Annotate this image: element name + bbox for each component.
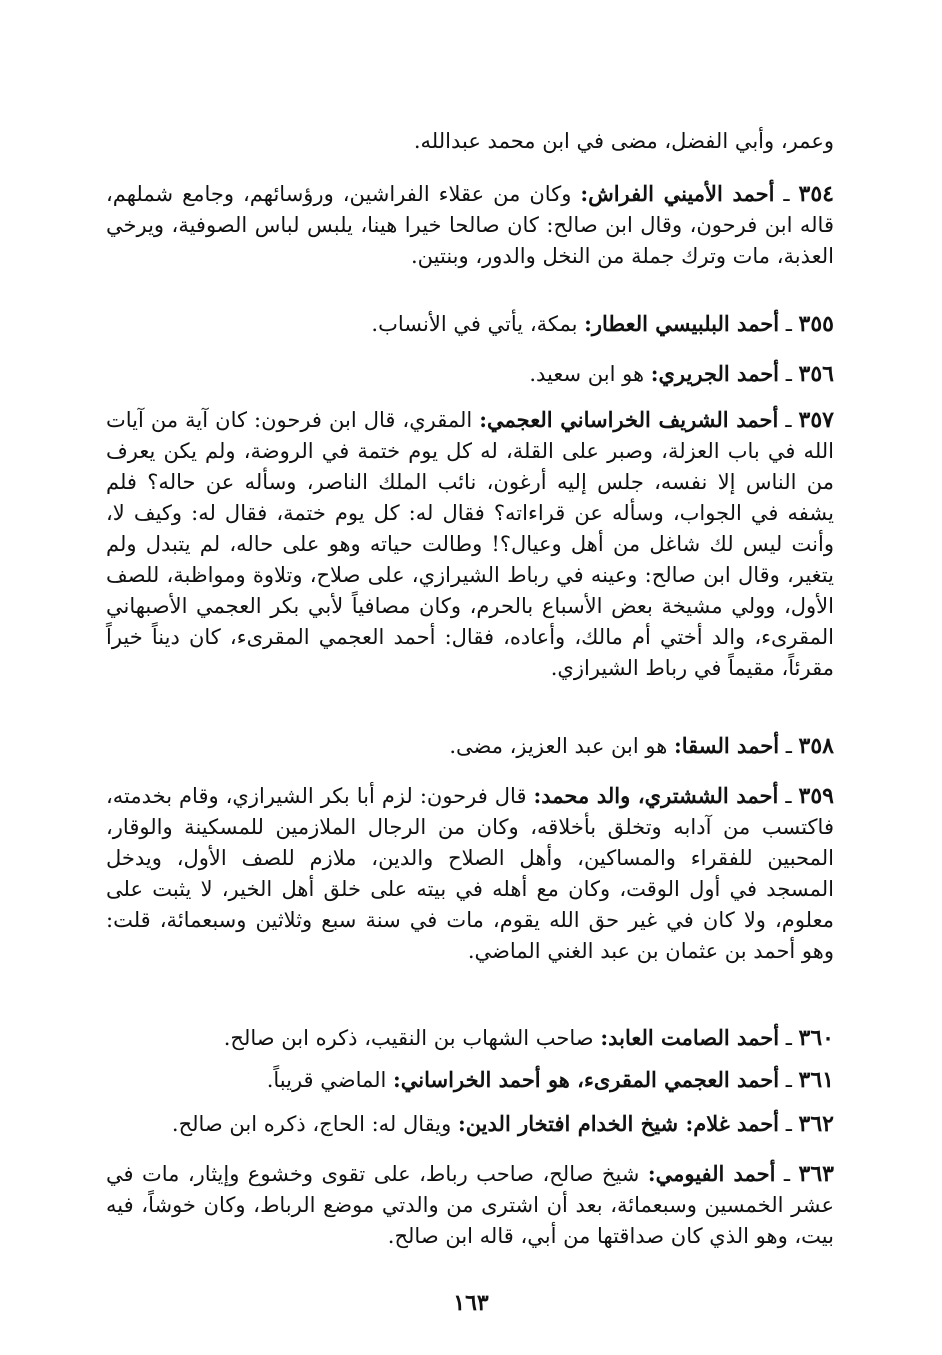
entry-number: ٣٦١ <box>798 1067 834 1093</box>
continuation-paragraph: وعمر، وأبي الفضل، مضى في ابن محمد عبدالله. <box>413 129 834 153</box>
entry-text: صاحب الشهاب بن النقيب، ذكره ابن صالح. <box>223 1026 601 1050</box>
entry-number: ٣٥٧ <box>798 407 834 433</box>
entry-name: أحمد العجمي المقرىء، هو أحمد الخراساني: <box>393 1067 780 1092</box>
entry-362 <box>106 1108 834 1140</box>
entry-number: ٣٥٥ <box>798 311 834 337</box>
entry-361 <box>106 1064 834 1096</box>
entry-dash: ـ <box>779 1112 799 1136</box>
entry-number: ٣٥٦ <box>798 361 834 387</box>
entry-text: المقري، قال ابن فرحون: كان آية من آيات الله في باب العزلة، وصبر على القلة، له كل يوم ختمة في الروضة، ولم يكن يعرف من الناس إلا نفسه، جلس إليه أرغون، نائب الملك الناصر، وسأله عن حاله؟ فلم يشفه في الجواب، وسأله عن قراءاته؟ فقال له: كل يوم ختمة، فقال له: وكيف لا، وأنت ليس لك شاغل من أهل وعيال؟! وطالت حياته وهو على حاله، لم يتبدل ولم يتغير، وقال ابن صالح: وعينه في رباط الشيرازي، على صلاح، وتلاوة ومواظبة، للصف الأول، وولي مشيخة بعض الأسباع بالحرم، وكان مصافياً لأبي بكر العجمي الأصبهاني المقرىء، والد أختي أم مالك، وأعاده، فقال: أحمد العجمي المقرىء، كان ديناً خيراً مقرئاً، مقيماً في رباط الشيرازي. <box>106 408 834 680</box>
entry-name: أحمد الشريف الخراساني العجمي: <box>479 407 779 432</box>
entry-name: أحمد الأميني الفراش: <box>580 181 775 206</box>
entry-363 <box>106 1158 834 1252</box>
entry-name: أحمد الفيومي: <box>647 1161 776 1186</box>
entry-dash: ـ <box>778 784 799 808</box>
entry-356 <box>106 358 834 390</box>
entry-text: شيخ صالح، صاحب رباط، على تقوى وخشوع وإيثار، مات في عشر الخمسين وسبعمائة، بعد أن اشترى من والدتي موضع الرباط، وكان خوشاً، فيه بيت، وهو الذي كان صداقتها من أبي، قاله ابن صالح. <box>106 1162 834 1248</box>
entry-name: أحمد البلبيسي العطار: <box>584 311 780 336</box>
entry-text: هو ابن سعيد. <box>529 362 651 386</box>
entry-number: ٣٦٠ <box>798 1025 834 1051</box>
entry-name: أحمد الجريري: <box>650 361 780 386</box>
entry-354 <box>106 178 834 272</box>
entry-dash: ـ <box>779 312 799 336</box>
entry-text: قال فرحون: لزم أبا بكر الشيرازي، وقام بخدمته، فاكتسب من آدابه وتخلق بأخلاقه، وكان من الرجال الملازمين للمسكينة والوقار، المحبين للفقراء والمساكين، وأهل الصلاح والدين، ملازم للصف الأول، ويدخل المسجد في أول الوقت، وكان مع أهله في بيته على خلق أهل الخير، لا يثبت على معلوم، ولا كان في غير حق الله يقوم، مات في سنة سبع وثلاثين وسبعمائة، قلت: وهو أحمد بن عثمان بن عبد الغني الماضي. <box>106 784 834 963</box>
entry-358 <box>106 730 834 762</box>
entry-number: ٣٥٨ <box>798 733 834 759</box>
entry-text: الماضي قريباً. <box>266 1068 394 1092</box>
entry-number: ٣٥٤ <box>798 181 834 207</box>
entry-dash: ـ <box>778 408 799 432</box>
entry-name: أحمد الصامت العابد: <box>600 1025 780 1050</box>
entry-name: أحمد الششتري، والد محمد: <box>533 783 779 808</box>
entry-number: ٣٦٣ <box>798 1161 834 1187</box>
entry-360 <box>106 1022 834 1054</box>
entry-357 <box>106 404 834 684</box>
entry-dash: ـ <box>775 1162 799 1186</box>
entry-number: ٣٥٩ <box>798 783 834 809</box>
entry-dash: ـ <box>774 182 799 206</box>
entry-text: وكان من عقلاء الفراشين، ورؤسائهم، وجامع شملهم، قاله ابن فرحون، وقال ابن صالح: كان صالحا خيرا هينا، يلبس لباس الصوفية، ويرخي العذبة، مات وترك جملة من النخل والدور، وبنتين. <box>106 182 834 268</box>
entry-dash: ـ <box>779 1068 799 1092</box>
entry-dash: ـ <box>779 734 799 758</box>
entry-text: هو ابن عبد العزيز، مضى. <box>449 734 674 758</box>
entry-dash: ـ <box>779 1026 799 1050</box>
entry-name: أحمد غلام: شيخ الخدام افتخار الدين: <box>457 1111 780 1136</box>
entry-text: بمكة، يأتي في الأنساب. <box>371 312 585 336</box>
page-number: ١٦٣ <box>453 1290 489 1316</box>
entry-dash: ـ <box>779 362 799 386</box>
entry-number: ٣٦٢ <box>798 1111 834 1137</box>
entry-355 <box>106 308 834 340</box>
entry-name: أحمد السقا: <box>674 733 780 758</box>
entry-359 <box>106 780 834 967</box>
entry-text: ويقال له: الحاج، ذكره ابن صالح. <box>171 1112 458 1136</box>
